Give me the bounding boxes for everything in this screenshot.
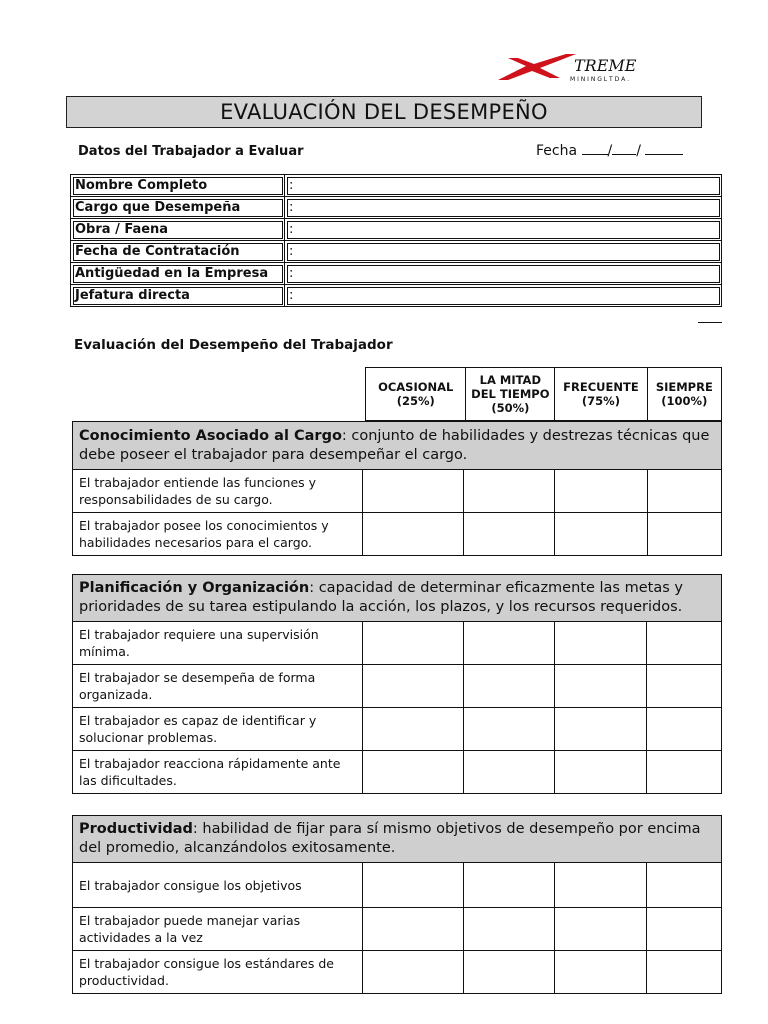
- rating-cell-mitad[interactable]: [464, 622, 555, 665]
- rating-cell-siempre[interactable]: [647, 908, 722, 951]
- rating-cell-mitad[interactable]: [464, 513, 555, 556]
- date-year-blank[interactable]: [645, 143, 683, 155]
- criterion-text: El trabajador consigue los estándares de productividad.: [73, 951, 363, 994]
- criterion-text: El trabajador puede manejar varias actividades a la vez: [73, 908, 363, 951]
- rating-cell-mitad[interactable]: [464, 951, 555, 994]
- date-label: Fecha: [536, 143, 578, 159]
- criterion-text: El trabajador es capaz de identificar y solucionar problemas.: [73, 708, 363, 751]
- worker-data-table: [70, 174, 722, 307]
- date-field[interactable]: [536, 143, 683, 159]
- worker-field-input[interactable]: :: [285, 285, 722, 307]
- rating-col-line: OCASIONAL: [378, 380, 454, 394]
- rating-col-line: SIEMPRE: [655, 380, 713, 394]
- logo-x-mark: [498, 54, 576, 80]
- rating-cell-ocasional[interactable]: [363, 470, 464, 513]
- worker-row: [71, 219, 722, 241]
- rating-cell-ocasional[interactable]: [363, 951, 464, 994]
- worker-field-label: Obra / Faena: [71, 219, 285, 241]
- logo-subtext: M I N I N G L T D A .: [570, 76, 630, 83]
- rating-cell-siempre[interactable]: [647, 470, 722, 513]
- rating-cell-frecuente[interactable]: [555, 751, 647, 794]
- criterion-text: El trabajador consigue los objetivos: [73, 863, 363, 908]
- section-description: : capacidad de determinar eficazmente las metas y prioridades de su tarea estipulando la acción, los plazos, y los recursos requeridos.: [79, 580, 683, 615]
- rating-cell-frecuente[interactable]: [555, 665, 647, 708]
- section-description: : habilidad de fijar para sí mismo objetivos de desempeño por encima del promedio, alcanzándolos exitosamente.: [79, 821, 701, 856]
- rating-column-header: [366, 368, 466, 421]
- rating-cell-mitad[interactable]: [464, 708, 555, 751]
- rating-cell-siempre[interactable]: [647, 513, 722, 556]
- section-title: Productividad: [79, 821, 193, 837]
- worker-row: [71, 241, 722, 263]
- section-description: : conjunto de habilidades y destrezas técnicas que debe poseer el trabajador para desempeñar el cargo.: [79, 427, 710, 463]
- evaluation-title: Evaluación del Desempeño del Trabajador: [74, 337, 393, 353]
- divider: [698, 322, 722, 323]
- rating-cell-siempre[interactable]: [647, 863, 722, 908]
- date-day-blank[interactable]: [582, 143, 608, 155]
- rating-column-header: [647, 368, 721, 421]
- rating-cell-frecuente[interactable]: [555, 863, 647, 908]
- worker-field-label: Nombre Completo: [71, 175, 285, 197]
- rating-cell-siempre[interactable]: [647, 665, 722, 708]
- logo-text: TREME: [574, 56, 637, 75]
- worker-field-input[interactable]: :: [285, 175, 722, 197]
- company-logo: [496, 52, 696, 84]
- rating-cell-mitad[interactable]: [464, 863, 555, 908]
- rating-cell-frecuente[interactable]: [555, 908, 647, 951]
- worker-row: [71, 175, 722, 197]
- worker-field-input[interactable]: :: [285, 197, 722, 219]
- rating-cell-ocasional[interactable]: [363, 513, 464, 556]
- rating-cell-siempre[interactable]: [647, 622, 722, 665]
- rating-cell-mitad[interactable]: [464, 665, 555, 708]
- section-conocimiento: [72, 421, 722, 556]
- rating-cell-ocasional[interactable]: [363, 908, 464, 951]
- section-productividad: [72, 815, 722, 994]
- section-title: Planificación y Organización: [79, 580, 310, 596]
- rating-cell-frecuente[interactable]: [555, 951, 647, 994]
- rating-col-line: (50%): [491, 401, 530, 415]
- rating-cell-frecuente[interactable]: [555, 622, 647, 665]
- rating-cell-ocasional[interactable]: [362, 708, 463, 751]
- criterion-text: El trabajador se desempeña de forma organizada.: [73, 665, 363, 708]
- rating-cell-ocasional[interactable]: [362, 622, 463, 665]
- rating-cell-siempre[interactable]: [647, 708, 722, 751]
- worker-field-label: Cargo que Desempeña: [71, 197, 285, 219]
- section-header: [73, 816, 722, 863]
- date-month-blank[interactable]: [612, 143, 636, 155]
- worker-row: [71, 285, 722, 307]
- rating-cell-frecuente[interactable]: [555, 513, 647, 556]
- worker-row: [71, 197, 722, 219]
- rating-cell-siempre[interactable]: [647, 751, 722, 794]
- date-separator-2: /: [636, 143, 641, 159]
- rating-cell-mitad[interactable]: [464, 908, 555, 951]
- section-title: Conocimiento Asociado al Cargo: [79, 427, 342, 444]
- rating-cell-ocasional[interactable]: [363, 863, 464, 908]
- section-planificacion: [72, 574, 722, 794]
- criterion-text: El trabajador requiere una supervisión mínima.: [73, 622, 363, 665]
- rating-cell-frecuente[interactable]: [555, 708, 647, 751]
- rating-col-line: (75%): [581, 394, 620, 408]
- worker-row: [71, 263, 722, 285]
- rating-column-header: [466, 368, 555, 421]
- worker-field-input[interactable]: :: [285, 241, 722, 263]
- rating-cell-mitad[interactable]: [464, 470, 555, 513]
- rating-col-line: LA MITAD: [479, 373, 542, 387]
- worker-field-input[interactable]: :: [285, 219, 722, 241]
- rating-col-line: (100%): [661, 394, 708, 408]
- rating-cell-ocasional[interactable]: [362, 751, 463, 794]
- rating-column-header: [555, 368, 647, 421]
- rating-col-line: FRECUENTE: [563, 380, 639, 394]
- section-header: [73, 575, 722, 622]
- worker-field-input[interactable]: :: [285, 263, 722, 285]
- rating-cell-ocasional[interactable]: [362, 665, 463, 708]
- criterion-text: El trabajador reacciona rápidamente ante las dificultades.: [73, 751, 363, 794]
- worker-field-label: Fecha de Contratación: [71, 241, 285, 263]
- rating-col-line: DEL TIEMPO: [471, 387, 550, 401]
- date-separator-1: /: [607, 143, 613, 159]
- criterion-text: El trabajador posee los conocimientos y habilidades necesarios para el cargo.: [73, 513, 363, 556]
- rating-cell-mitad[interactable]: [464, 751, 555, 794]
- rating-header: [365, 367, 722, 421]
- worker-field-label: Jefatura directa: [71, 285, 285, 307]
- rating-cell-siempre[interactable]: [647, 951, 722, 994]
- worker-field-label: Antigüedad en la Empresa: [71, 263, 285, 285]
- rating-cell-frecuente[interactable]: [555, 470, 647, 513]
- rating-col-line: (25%): [396, 394, 435, 408]
- criterion-text: El trabajador entiende las funciones y responsabilidades de su cargo.: [73, 470, 363, 513]
- page-title: EVALUACIÓN DEL DESEMPEÑO: [66, 96, 702, 128]
- worker-section-label: Datos del Trabajador a Evaluar: [78, 144, 304, 159]
- section-header: [73, 422, 722, 470]
